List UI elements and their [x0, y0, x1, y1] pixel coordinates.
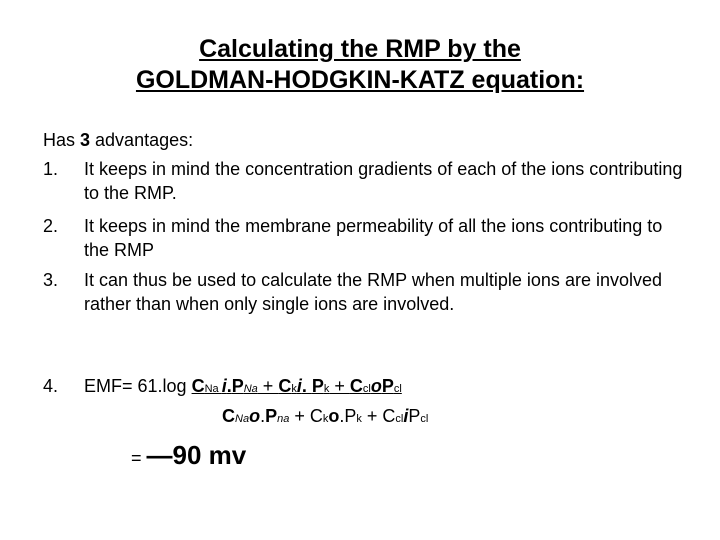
- list-item-text: It keeps in mind the membrane permeability of all the ions contributing to the RMP: [84, 216, 663, 260]
- equation-denominator: CNao.Pna + Cko.Pk + CcliPcl: [222, 406, 429, 426]
- list-item-text: It keeps in mind the concentration gradients of each of the ions contributing to the RMP.: [84, 159, 683, 203]
- list-item-number: 1.: [43, 159, 59, 179]
- result-value: —90 mv: [146, 440, 247, 470]
- advantage-count: 3: [80, 130, 91, 150]
- equation-numerator: CNa i.PNa + Cki. Pk + CcloPcl: [191, 376, 402, 396]
- slide-title: [0, 34, 720, 96]
- equation-result: = —90 mv: [131, 440, 247, 470]
- list-item-number: 3.: [43, 270, 59, 290]
- title-line-2: GOLDMAN-HODGKIN-KATZ equation:: [135, 66, 585, 94]
- title-line-1: Calculating the RMP by the: [199, 35, 521, 63]
- list-item-text: It can thus be used to calculate the RMP when multiple ions are involved rather than when only single ions are involved.: [84, 270, 662, 314]
- intro-text: Has 3 advantages:: [43, 130, 194, 150]
- emf-lhs: EMF= 61.log: [84, 376, 192, 396]
- list-item-number: 4.: [43, 376, 59, 396]
- list-item-number: 2.: [43, 216, 59, 236]
